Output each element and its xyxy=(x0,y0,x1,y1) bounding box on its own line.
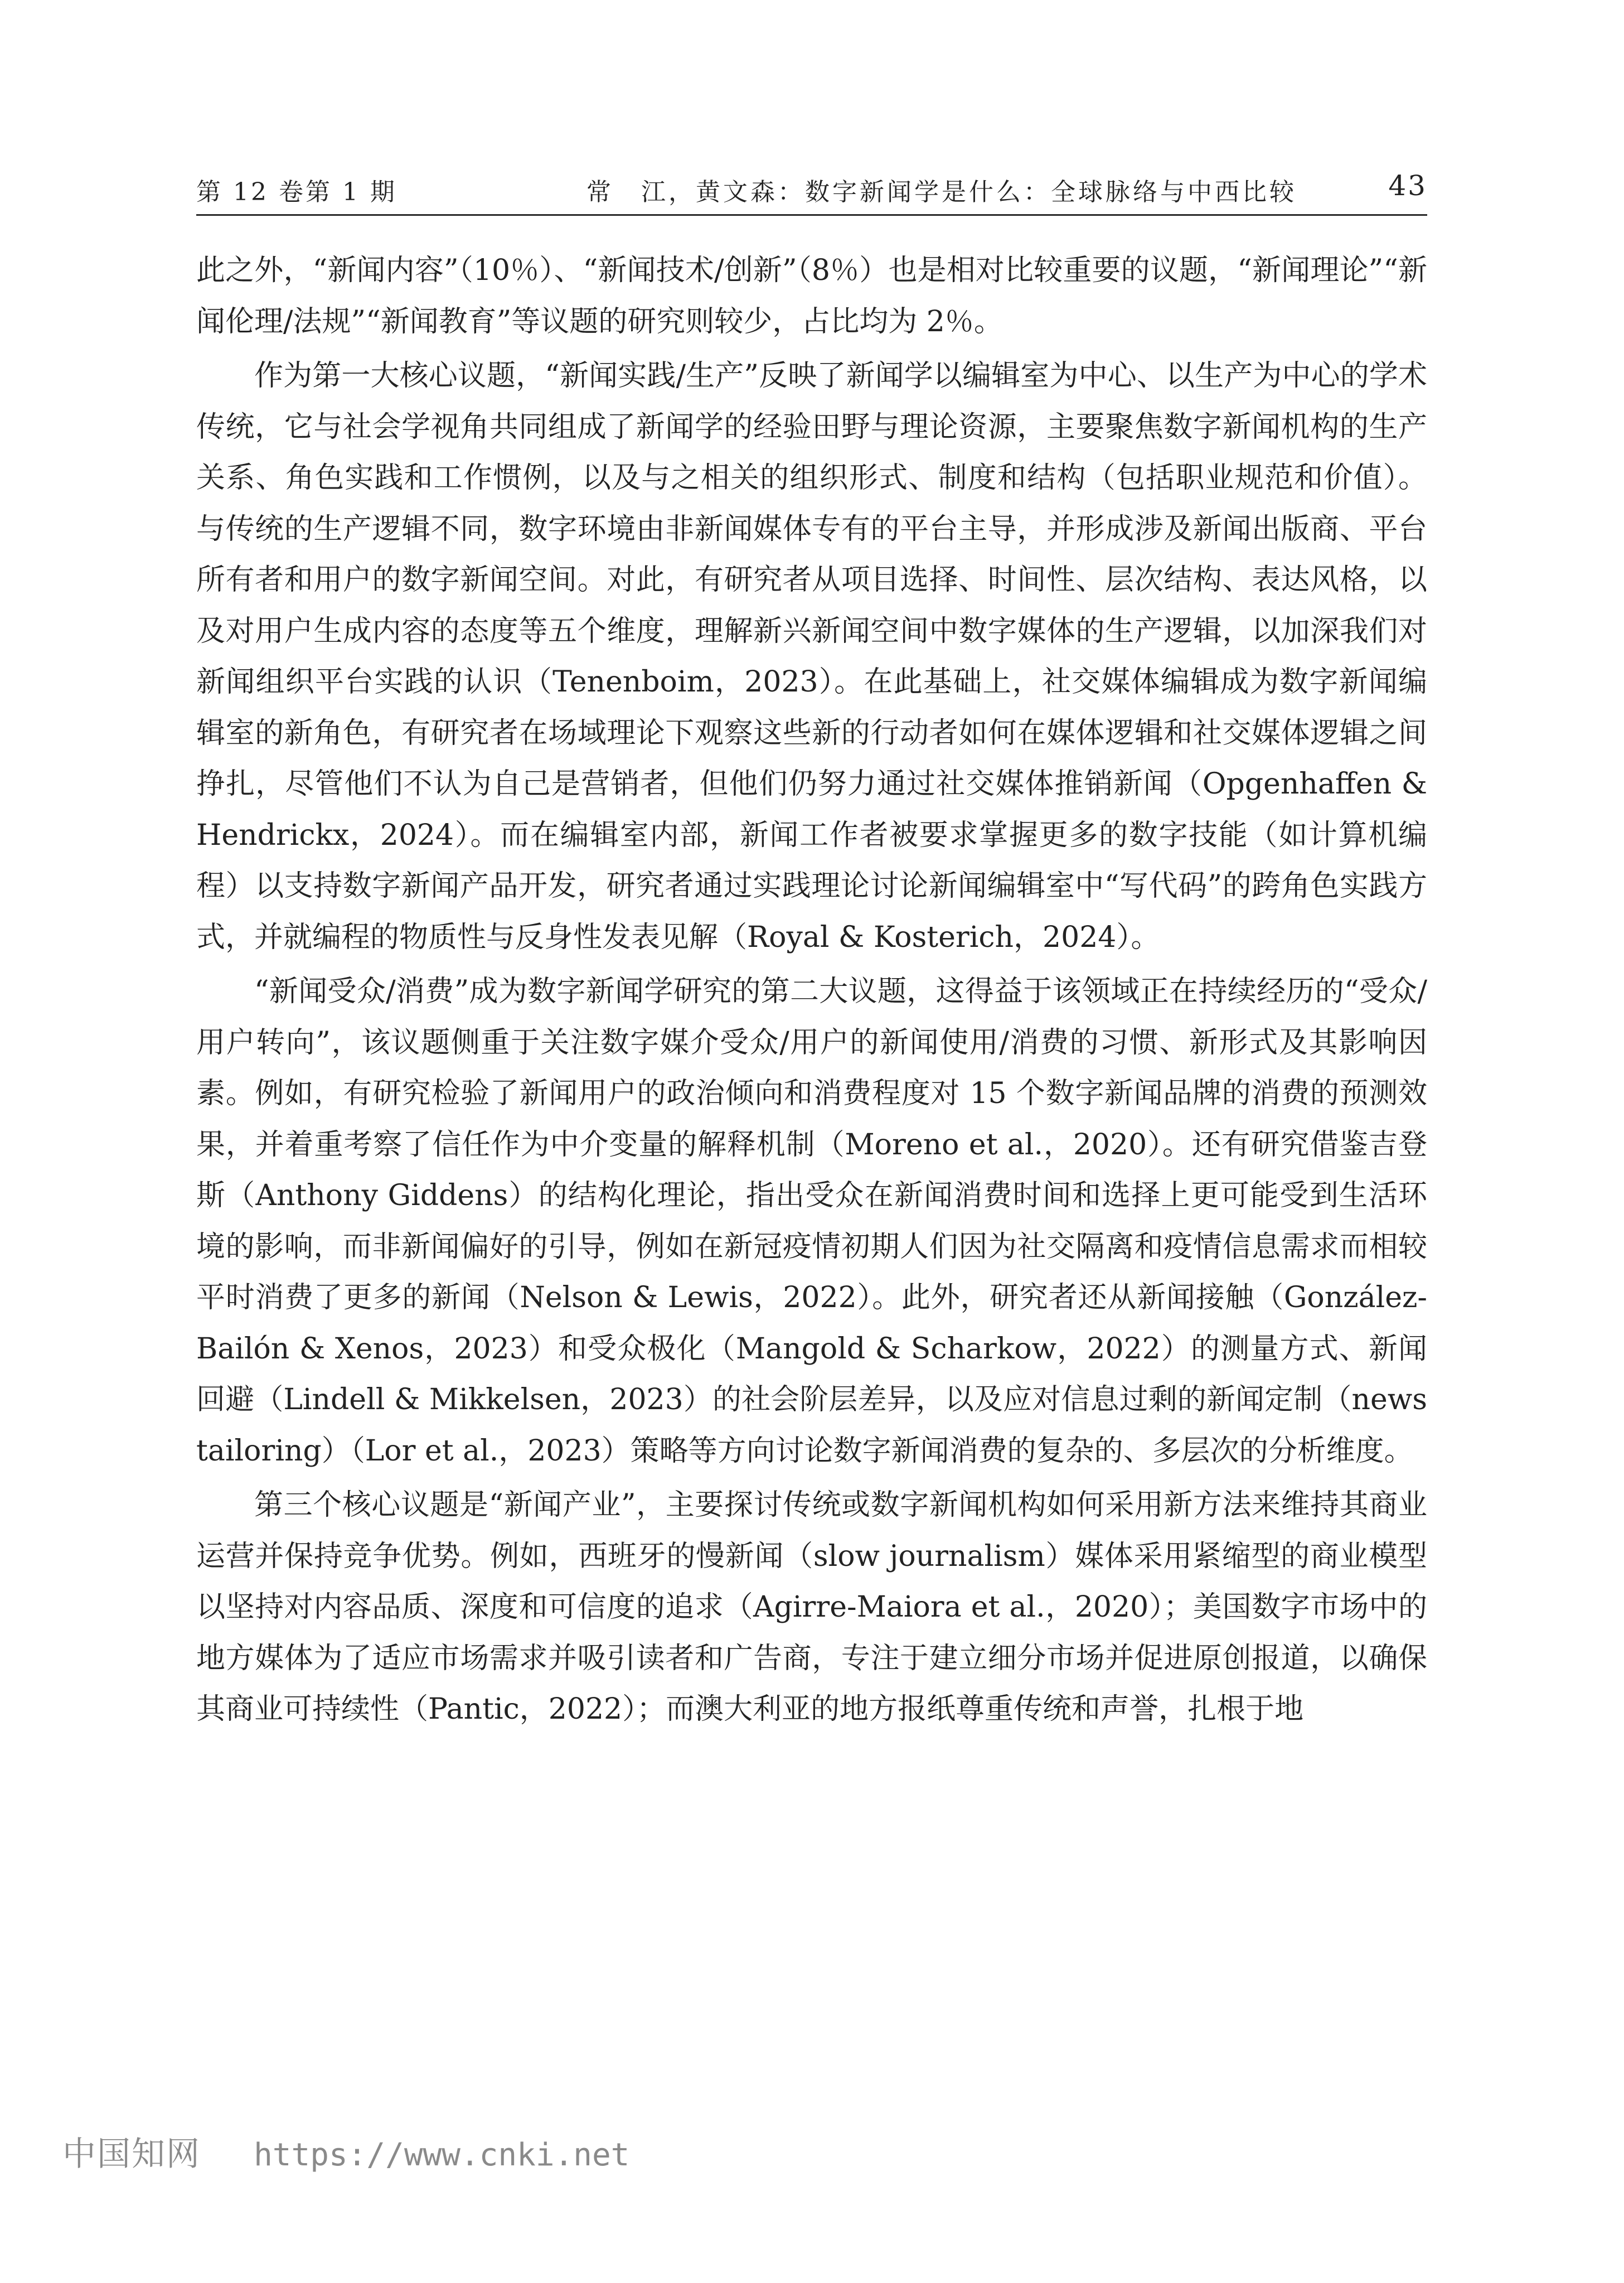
issue-label: 第 12 卷第 1 期 xyxy=(196,178,397,206)
page-number: 43 xyxy=(1388,170,1427,202)
running-header xyxy=(196,167,1427,216)
paragraph-continued: 此之外，“新闻内容”（10％）、“新闻技术/创新”（8％）也是相对比较重要的议题，“新闻理论”“新闻伦理/法规”“新闻教育”等议题的研究则较少，占比均为 2％。 xyxy=(196,254,1427,338)
cnki-url[interactable]: https://www.cnki.net xyxy=(254,2137,630,2173)
paragraph-news-industry: 第三个核心议题是“新闻产业”，主要探讨传统或数字新闻机构如何采用新方法来维持其商业运营并保持竞争优势。例如，西班牙的慢新闻（slow journalism）媒体采用紧缩型的商业模型以坚持对内容品质、深度和可信度的追求（Agirre-Maiora et al.，2020）；美国数字市场中的地方媒体为了适应市场需求并吸引读者和广告商，专注于建立细分市场并促进原创报道，以确保其商业可持续性（Pantic，2022）；而澳大利亚的地方报纸尊重传统和声誉，扎根于地 xyxy=(196,1488,1427,1726)
paragraph-news-practice: 作为第一大核心议题，“新闻实践/生产”反映了新闻学以编辑室为中心、以生产为中心的学术传统，它与社会学视角共同组成了新闻学的经验田野与理论资源，主要聚焦数字新闻机构的生产关系、角色实践和工作惯例，以及与之相关的组织形式、制度和结构（包括职业规范和价值）。与传统的生产逻辑不同，数字环境由非新闻媒体专有的平台主导，并形成涉及新闻出版商、平台所有者和用户的数字新闻空间。对此，有研究者从项目选择、时间性、层次结构、表达风格，以及对用户生成内容的态度等五个维度，理解新兴新闻空间中数字媒体的生产逻辑，以加深我们对新闻组织平台实践的认识（Tenenboim，2023）。在此基础上，社交媒体编辑成为数字新闻编辑室的新角色，有研究者在场域理论下观察这些新的行动者如何在媒体逻辑和社交媒体逻辑之间挣扎，尽管他们不认为自己是营销者，但他们仍努力通过社交媒体推销新闻（Opgenhaffen & Hendrickx，2024）。而在编辑室内部，新闻工作者被要求掌握更多的数字技能（如计算机编程）以支持数字新闻产品开发，研究者通过实践理论讨论新闻编辑室中“写代码”的跨角色实践方式，并就编程的物质性与反身性发表见解（Royal & Kosterich，2024）。 xyxy=(196,359,1427,954)
paragraph-news-audience: “新闻受众/消费”成为数字新闻学研究的第二大议题，这得益于该领域正在持续经历的“受众/用户转向”，该议题侧重于关注数字媒介受众/用户的新闻使用/消费的习惯、新形式及其影响因素。例如，有研究检验了新闻用户的政治倾向和消费程度对 15 个数字新闻品牌的消费的预测效果，并着重考察了信任作为中介变量的解释机制（Moreno et al.，2020）。还有研究借鉴吉登斯（Anthony Giddens）的结构化理论，指出受众在新闻消费时间和选择上更可能受到生活环境的影响，而非新闻偏好的引导，例如在新冠疫情初期人们因为社交隔离和疫情信息需求而相较平时消费了更多的新闻（Nelson & Lewis，2022）。此外，研究者还从新闻接触（González-Bailón & Xenos，2023）和受众极化（Mangold & Scharkow，2022）的测量方式、新闻回避（Lindell & Mikkelsen，2023）的社会阶层差异，以及应对信息过剩的新闻定制（news tailoring）（Lor et al.，2023）策略等方向讨论数字新闻消费的复杂的、多层次的分析维度。 xyxy=(196,975,1427,1468)
cnki-brand-text: 中国知网 xyxy=(62,2135,201,2174)
watermark-footer xyxy=(62,2127,629,2178)
running-title: 常 江，黄文森：数字新闻学是什么：全球脉络与中西比较 xyxy=(586,178,1297,206)
article-body xyxy=(196,245,1427,1735)
